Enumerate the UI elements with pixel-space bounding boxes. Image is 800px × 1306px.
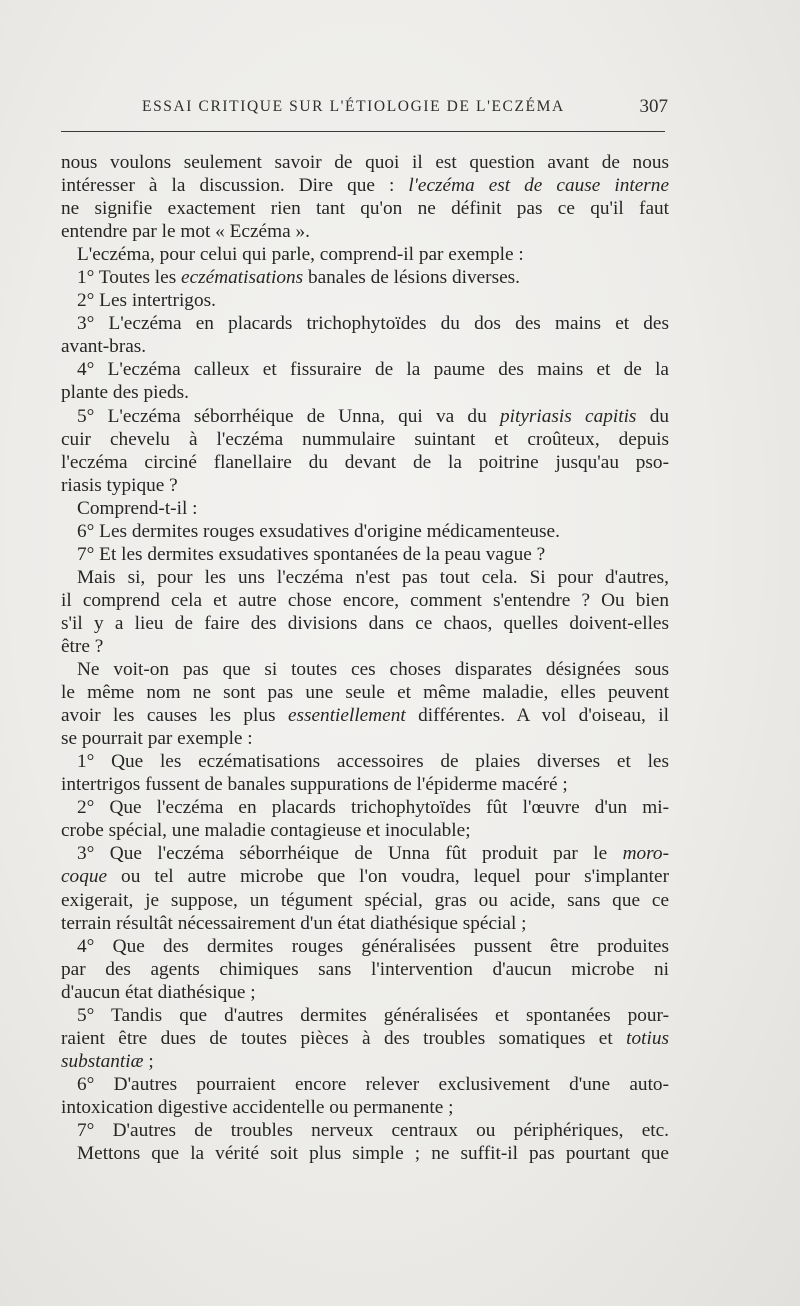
italic-text: totius (626, 1027, 669, 1049)
text-segment: du (636, 405, 669, 427)
text-segment: exigerait, je suppose, un tégument spécial, gras ou acide, sans que ce (61, 889, 669, 911)
text-segment: il comprend cela et autre chose encore, comment s'entendre ? Ou bien (61, 589, 669, 611)
text-segment: 1° Toutes les (77, 267, 182, 289)
text-segment: 2° Les intertrigos. (77, 290, 216, 312)
text-segment: s'il y a lieu de faire des divisions dans ce chaos, quelles doivent-elles (61, 612, 669, 634)
italic-text: essentiellement (287, 705, 406, 727)
text-segment: 6° Les dermites rouges exsudatives d'origine médicamenteuse. (77, 520, 560, 542)
text-line (61, 796, 669, 819)
text-line (61, 543, 669, 566)
text-segment: raient être dues de toutes pièces à des troubles somatiques et (61, 1027, 627, 1049)
text-line (61, 1096, 669, 1119)
text-line (61, 958, 669, 981)
text-segment: intertrigos fussent de banales suppurations de l'épiderme macéré ; (61, 774, 568, 796)
text-segment: terrain résultât nécessairement d'un état diathésique spécial ; (61, 912, 527, 934)
text-segment: avoir les causes les plus (61, 705, 288, 727)
text-segment: intoxication digestive accidentelle ou permanente ; (61, 1096, 454, 1118)
text-segment: L'eczéma, pour celui qui parle, comprend-il par exemple : (77, 244, 524, 266)
text-line (61, 912, 669, 935)
text-segment: ne signifie exactement rien tant qu'on ne définit pas ce qu'il faut (61, 198, 669, 220)
text-line (61, 566, 669, 589)
text-line (61, 1119, 669, 1142)
text-segment: cuir chevelu à l'eczéma nummulaire suintant et croûteux, depuis (61, 428, 669, 450)
page-number: 307 (639, 96, 668, 117)
text-line (61, 497, 669, 520)
running-title: ESSAI CRITIQUE SUR L'ÉTIOLOGIE DE L'ECZÉMA (142, 98, 565, 115)
text-line (61, 750, 669, 773)
text-segment: 4° L'eczéma calleux et fissuraire de la paume des mains et de la (77, 359, 669, 381)
italic-text: l'eczéma est de cause interne (408, 175, 670, 197)
running-head (100, 96, 672, 120)
text-line (61, 289, 669, 312)
text-line (61, 635, 669, 658)
italic-text: substantiæ (61, 1050, 144, 1072)
text-line (61, 358, 669, 381)
text-line (61, 428, 669, 451)
text-line (61, 312, 669, 335)
text-line (61, 704, 669, 727)
text-line (61, 220, 669, 243)
text-segment: 6° D'autres pourraient encore relever exclusivement d'une auto- (77, 1073, 669, 1095)
text-segment: par des agents chimiques sans l'intervention d'aucun microbe ni (61, 958, 669, 980)
text-line (61, 1027, 669, 1050)
text-segment: 5° Tandis que d'autres dermites généralisées et spontanées pour- (77, 1004, 669, 1026)
text-segment: 3° L'eczéma en placards trichophytoïdes du dos des mains et des (77, 313, 669, 335)
text-segment: ; (143, 1050, 154, 1072)
text-segment: nous voulons seulement savoir de quoi il est question avant de nous (61, 152, 669, 173)
text-line (61, 612, 669, 635)
text-line (61, 197, 669, 220)
text-line (61, 381, 669, 404)
text-line (61, 1073, 669, 1096)
italic-text: pityriasis capitis (499, 405, 637, 427)
text-segment: différentes. A vol d'oiseau, il (405, 705, 669, 727)
text-segment: crobe spécial, une maladie contagieuse et inoculable; (61, 820, 471, 842)
text-segment: 7° D'autres de troubles nerveux centraux ou périphériques, etc. (77, 1119, 669, 1141)
text-line (61, 889, 669, 912)
text-segment: 4° Que des dermites rouges généralisées pussent être produites (77, 935, 669, 957)
text-line (61, 405, 669, 428)
text-line (61, 773, 669, 796)
text-line (61, 266, 669, 289)
text-line (61, 658, 669, 681)
text-line (61, 727, 669, 750)
text-segment: intéresser à la discussion. Dire que : (61, 175, 409, 197)
text-line (61, 681, 669, 704)
text-line (61, 935, 669, 958)
text-segment: 1° Que les eczématisations accessoires de plaies diverses et les (77, 751, 669, 773)
text-line (61, 1050, 669, 1073)
text-line (61, 151, 669, 174)
italic-text: eczématisations (181, 267, 304, 289)
body-text (61, 151, 669, 1165)
text-segment: plante des pieds. (61, 382, 189, 404)
text-segment: 2° Que l'eczéma en placards trichophytoïdes fût l'œuvre d'un mi- (77, 797, 669, 819)
text-segment: le même nom ne sont pas une seule et même maladie, elles peuvent (61, 682, 669, 704)
text-segment: Comprend-t-il : (77, 497, 198, 519)
text-segment: 5° L'eczéma séborrhéique de Unna, qui va du (77, 405, 500, 427)
text-line (61, 842, 669, 865)
text-segment: Mais si, pour les uns l'eczéma n'est pas tout cela. Si pour d'autres, (77, 566, 669, 588)
text-line (61, 451, 669, 474)
text-segment: se pourrait par exemple : (61, 728, 253, 750)
text-line (61, 589, 669, 612)
text-segment: 3° Que l'eczéma séborrhéique de Unna fût produit par le (77, 843, 623, 865)
text-segment: d'aucun état diathésique ; (61, 981, 256, 1003)
header-rule (61, 131, 665, 132)
text-segment: 7° Et les dermites exsudatives spontanées de la peau vague ? (77, 543, 546, 565)
text-segment: avant-bras. (61, 336, 147, 358)
text-line (61, 1004, 669, 1027)
text-segment: riasis typique ? (61, 474, 178, 496)
text-line (61, 174, 669, 197)
text-line (61, 819, 669, 842)
text-line (61, 865, 669, 888)
text-segment: l'eczéma circiné flanellaire du devant de la poitrine jusqu'au pso- (61, 451, 669, 473)
text-line (61, 335, 669, 358)
text-segment: Ne voit-on pas que si toutes ces choses disparates désignées sous (77, 659, 669, 681)
text-segment: Mettons que la vérité soit plus simple ; ne suffit-il pas pourtant que (77, 1143, 669, 1165)
text-line (61, 474, 669, 497)
text-line (61, 243, 669, 266)
text-line (61, 1142, 669, 1165)
italic-text: coque (61, 866, 108, 888)
text-line (61, 981, 669, 1004)
text-segment: être ? (61, 635, 104, 657)
text-line (61, 520, 669, 543)
text-segment: entendre par le mot « Eczéma ». (61, 221, 310, 243)
text-segment: banales de lésions diverses. (303, 267, 520, 289)
italic-text: moro- (622, 843, 669, 865)
text-segment: ou tel autre microbe que l'on voudra, lequel pour s'implanter (107, 866, 669, 888)
